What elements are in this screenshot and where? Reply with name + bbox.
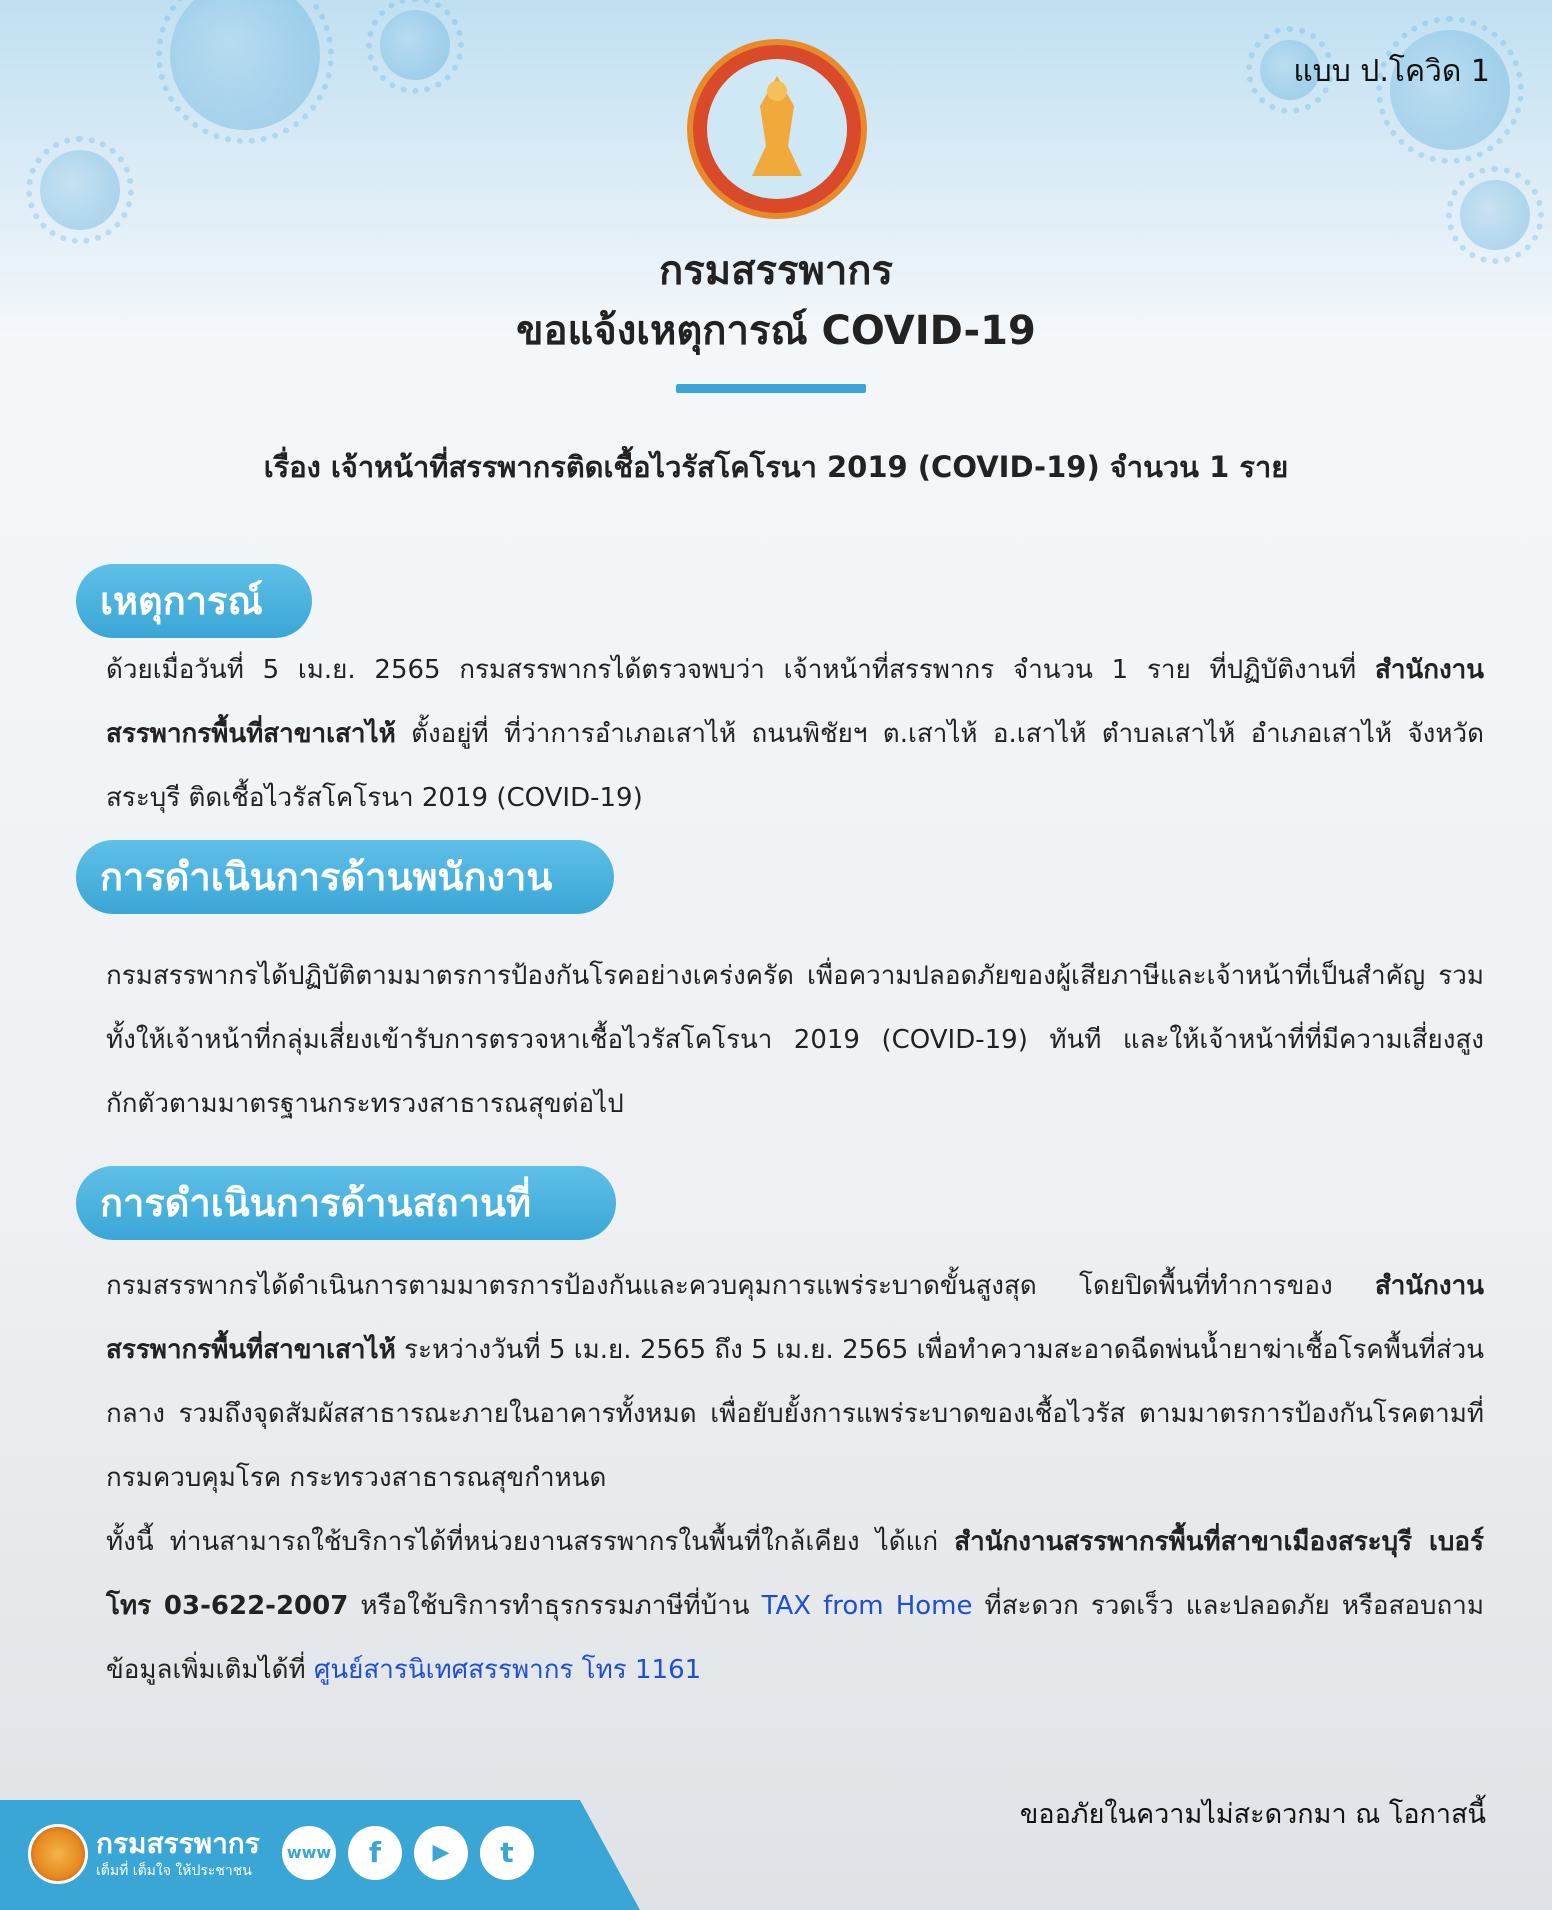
premises-text: กรมสรรพากรได้ดำเนินการตามมาตรการป้องกันและควบคุมการแพร่ระบาดขั้นสูงสุด โดยปิดพื้นที่ทำการของ	[106, 1271, 1333, 1301]
alternative-service-paragraph	[106, 1510, 1484, 1702]
virus-decoration	[170, 0, 320, 130]
incident-text: ด้วยเมื่อวันที่ 5 เม.ย. 2565 กรมสรรพากรได้ตรวจพบว่า เจ้าหน้าที่สรรพากร จำนวน 1 ราย ที่ปฏิบัติงานที่	[106, 655, 1357, 685]
twitter-icon[interactable]: t	[480, 1826, 534, 1880]
section-heading-incident: เหตุการณ์	[76, 564, 312, 638]
alt-text: ทั้งนี้ ท่านสามารถใช้บริการได้ที่หน่วยงานสรรพากรในพื้นที่ใกล้เคียง ได้แก่	[106, 1527, 955, 1557]
subject-line: เรื่อง เจ้าหน้าที่สรรพากรติดเชื้อไวรัสโคโรนา 2019 (COVID-19) จำนวน 1 ราย	[263, 450, 1289, 484]
incident-office-name: สำนักงานสรรพากรพื้นที่สาขาเสาไห้	[106, 655, 1485, 749]
www-icon[interactable]: www	[282, 1826, 336, 1880]
footer-org-name: กรมสรรพากร	[96, 1827, 260, 1860]
title-divider	[676, 384, 866, 393]
page-subtitle: ขอแจ้งเหตุการณ์ COVID-19	[516, 308, 1036, 354]
staff-paragraph: กรมสรรพากรได้ปฏิบัติตามมาตรการป้องกันโรคอย่างเคร่งครัด เพื่อความปลอดภัยของผู้เสียภาษีและเจ้าหน้าที่เป็นสำคัญ รวมทั้งให้เจ้าหน้าที่กลุ่มเสี่ยงเข้ารับการตรวจหาเชื้อไวรัสโคโรนา 2019 (COVID-19) ทันที และให้เจ้าหน้าที่ที่มีความเสี่ยงสูงกักตัวตามมาตรฐานกระทรวงสาธารณสุขต่อไป	[106, 961, 1484, 1119]
alt-office-name: สำนักงานสรรพากรพื้นที่สาขาเมืองสระบุรี เบอร์โทร	[106, 1527, 1484, 1621]
incident-paragraph	[106, 638, 1484, 830]
premises-text-cont: ระหว่างวันที่ 5 เม.ย. 2565 ถึง 5 เม.ย. 2565 เพื่อทำความสะอาดฉีดพ่นน้ำยาฆ่าเชื้อโรคพื้นที่ส่วนกลาง รวมถึงจุดสัมผัสสาธารณะภายในอาคารทั้งหมด เพื่อยับยั้งการแพร่ระบาดของเชื้อไวรัส ตามมาตรการป้องกันโรคตามที่กรมควบคุมโรค กระทรวงสาธารณสุขกำหนด	[106, 1335, 1484, 1493]
youtube-icon[interactable]: ▶	[414, 1826, 468, 1880]
section-heading-premises: การดำเนินการด้านสถานที่	[76, 1166, 616, 1240]
premises-office-name: สำนักงานสรรพากรพื้นที่สาขาเสาไห้	[106, 1271, 1484, 1365]
footer-tagline: เต็มที่ เต็มใจ ให้ประชาชน	[96, 1863, 252, 1879]
facebook-icon[interactable]: f	[348, 1826, 402, 1880]
virus-decoration	[380, 10, 450, 80]
section-heading-staff: การดำเนินการด้านพนักงาน	[76, 840, 614, 914]
form-code: แบบ ป.โควิด 1	[1293, 54, 1490, 89]
revenue-department-seal	[684, 36, 870, 222]
page-title: กรมสรรพากร	[659, 248, 893, 294]
info-center-link[interactable]: ศูนย์สารนิเทศสรรพากร โทร 1161	[313, 1655, 702, 1685]
tax-from-home-link[interactable]: TAX from Home	[761, 1591, 973, 1621]
alt-text-cont2: ที่สะดวก รวดเร็ว และปลอดภัย หรือสอบถามข้อมูลเพิ่มเติมได้ที่	[106, 1591, 1485, 1685]
incident-text-cont: ตั้งอยู่ที่ ที่ว่าการอำเภอเสาไห้ ถนนพิชัยฯ ต.เสาไห้ อ.เสาไห้ ตำบลเสาไห้ อำเภอเสาไห้ จังหวัดสระบุรี ติดเชื้อไวรัสโคโรนา 2019 (COVID-19)	[106, 719, 1484, 813]
footer-logo-icon	[28, 1824, 88, 1884]
premises-paragraph	[106, 1254, 1484, 1510]
virus-decoration	[40, 150, 120, 230]
alt-text-cont: หรือใช้บริการทำธุรกรรมภาษีที่บ้าน	[348, 1591, 762, 1621]
closing-apology: ขออภัยในความไม่สะดวกมา ณ โอกาสนี้	[1019, 1799, 1486, 1830]
alt-office-phone: 03-622-2007	[151, 1591, 349, 1621]
